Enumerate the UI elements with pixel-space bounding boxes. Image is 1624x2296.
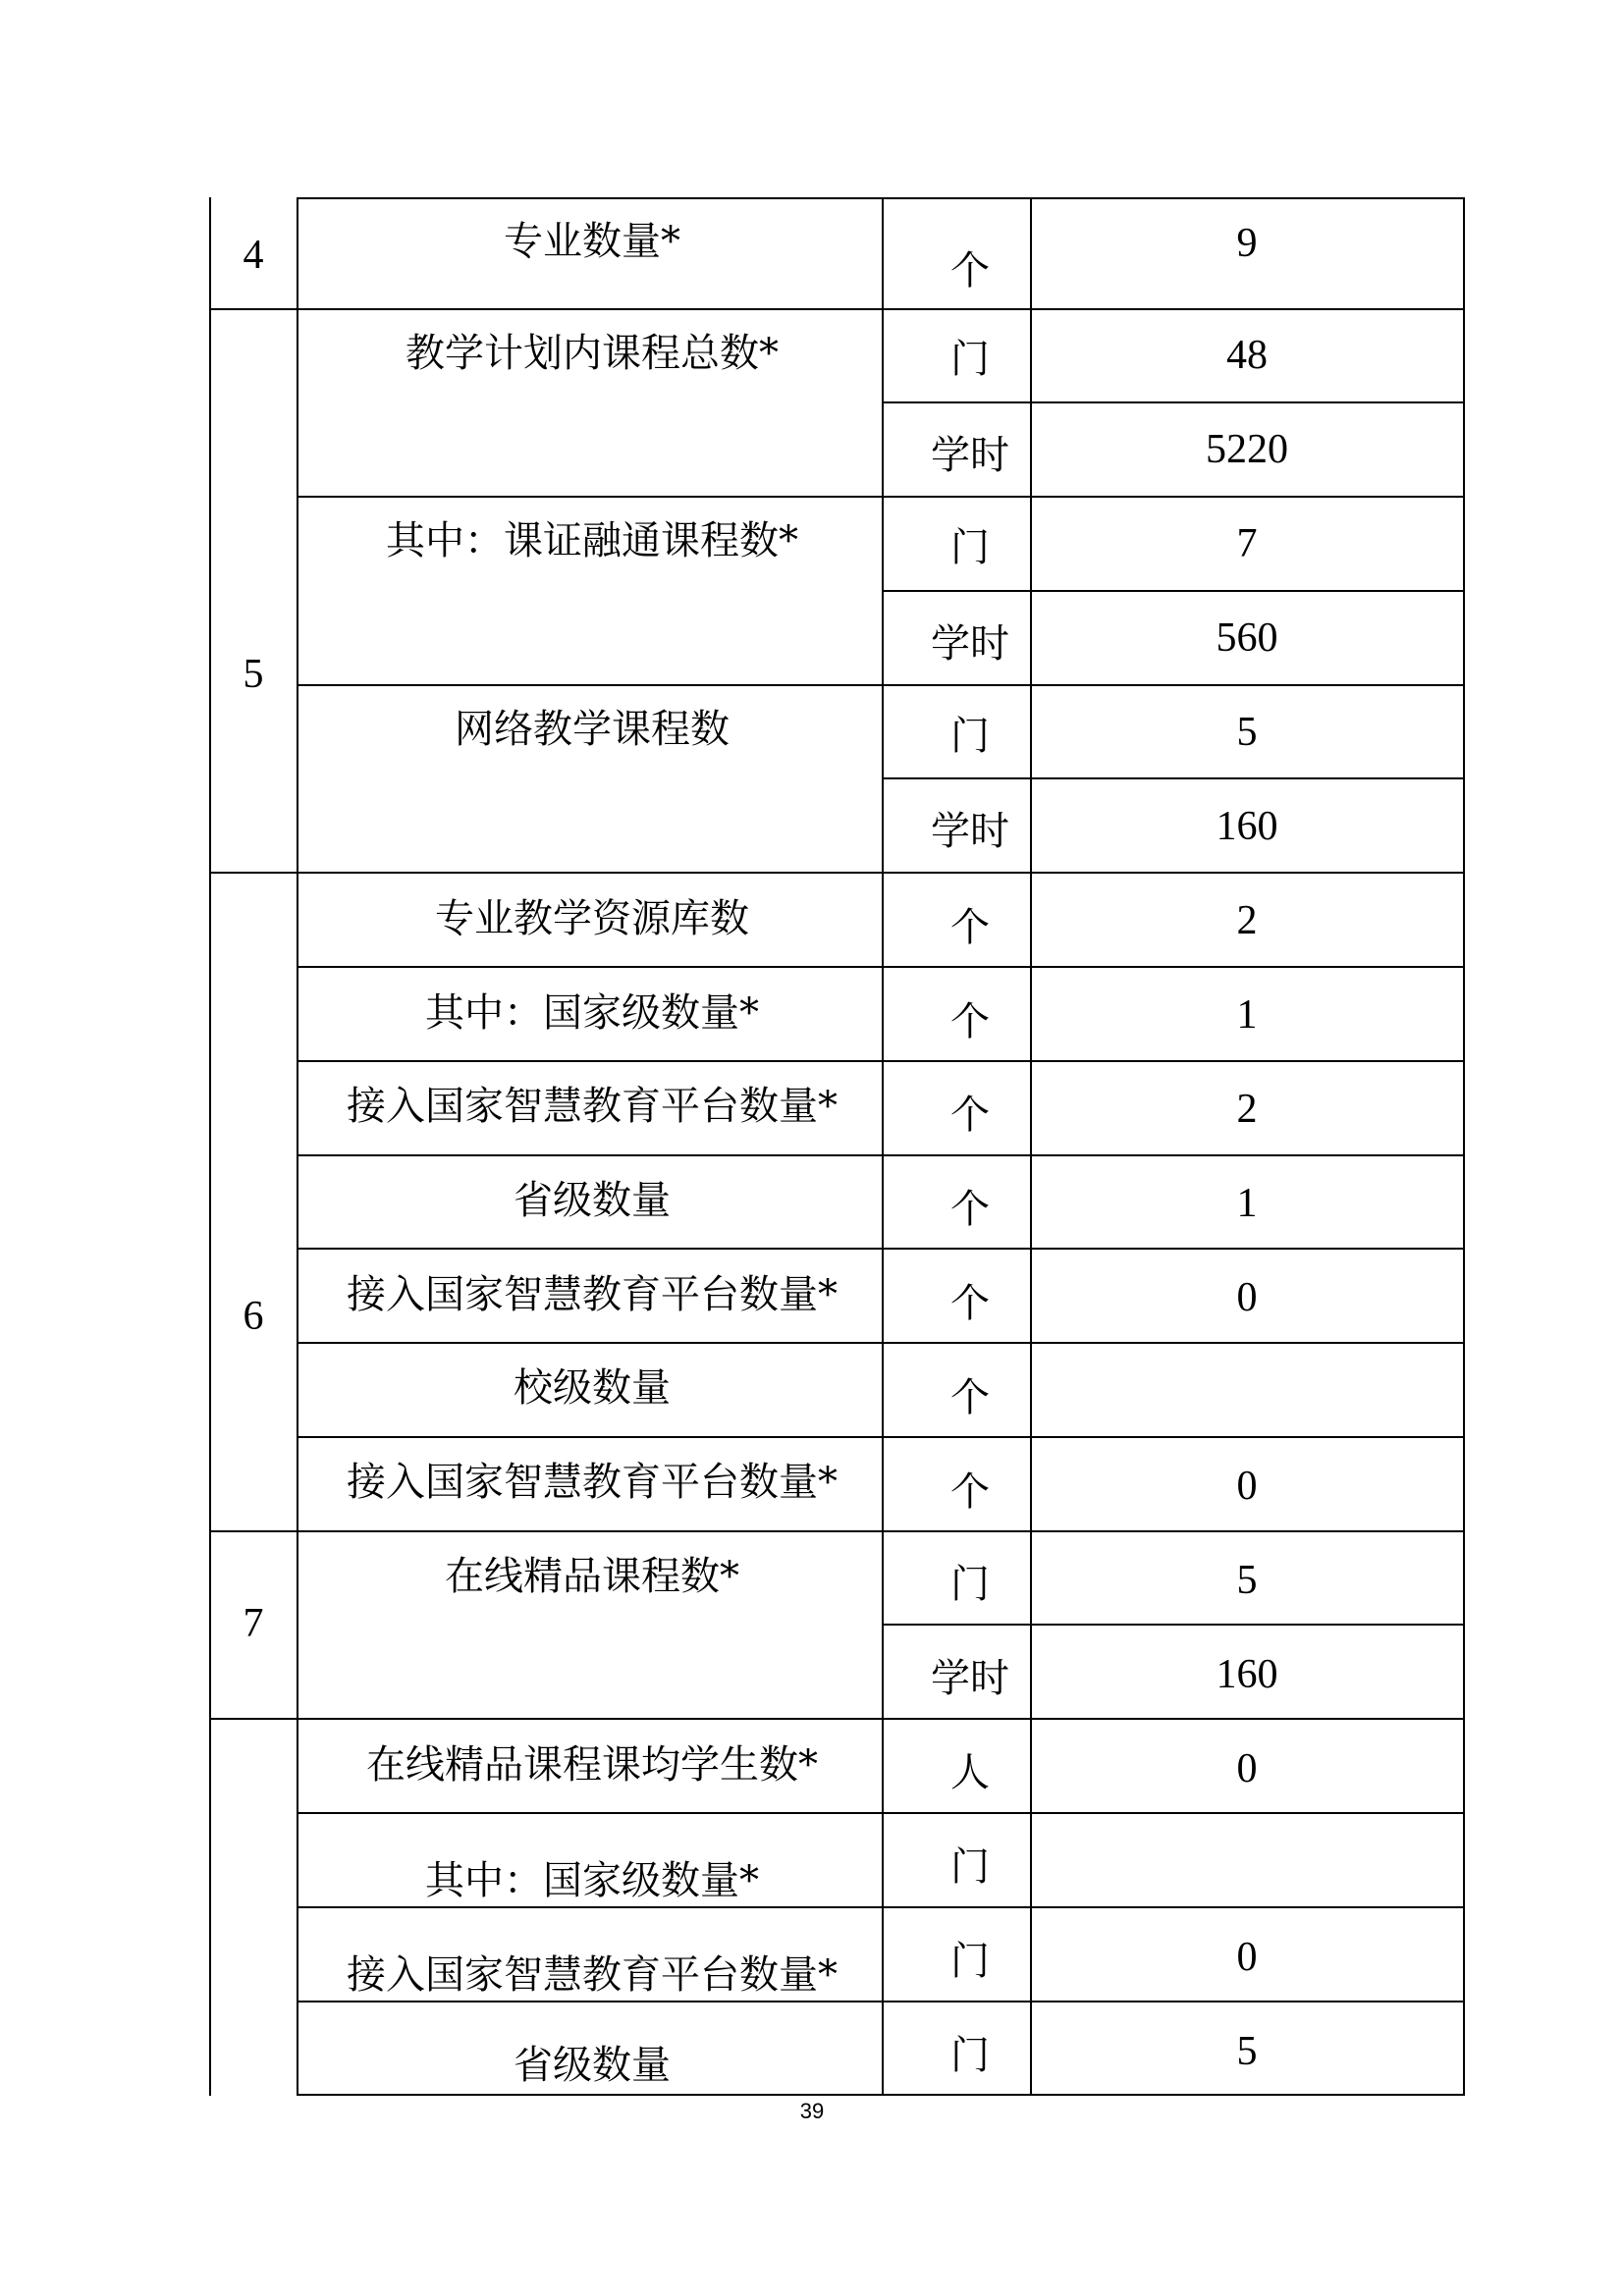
value-cell: 48: [1226, 333, 1268, 378]
item-label: 校级数量: [514, 1365, 671, 1411]
row-border: [209, 1718, 1465, 1720]
unit-label: 个: [950, 1375, 990, 1420]
value-cell: 2: [1236, 898, 1258, 943]
unit-label: 个: [950, 1187, 990, 1232]
value-cell: 0: [1236, 1275, 1258, 1320]
unit-label: 学时: [931, 1656, 1009, 1701]
value-cell: 560: [1216, 615, 1278, 661]
left-border: [209, 197, 211, 2096]
value-cell: 0: [1236, 1746, 1258, 1791]
item-label: 网络教学课程数: [455, 707, 730, 752]
unit-label: 学时: [931, 433, 1009, 478]
right-border: [1463, 197, 1465, 2096]
item-label: 在线精品课程课均学生数*: [366, 1742, 818, 1788]
unit-label: 个: [950, 1469, 990, 1515]
unit-label: 学时: [931, 809, 1009, 854]
item-label: 接入国家智慧教育平台数量*: [347, 1084, 838, 1129]
unit-label: 门: [950, 714, 990, 759]
row-border: [209, 308, 1465, 310]
unit-label: 门: [950, 2033, 990, 2078]
value-cell: 5: [1236, 2029, 1258, 2074]
table-top-border: [297, 197, 1465, 199]
item-label: 省级数量: [514, 1178, 671, 1223]
row-border: [297, 2001, 1465, 2002]
row-border: [882, 1624, 1465, 1626]
value-cell: 1: [1236, 1181, 1258, 1226]
item-label: 专业教学资源库数: [435, 896, 749, 941]
unit-label: 个: [950, 999, 990, 1044]
row-border: [297, 966, 1465, 968]
row-border: [882, 777, 1465, 779]
value-cell: 0: [1236, 1935, 1258, 1980]
value-cell: 5: [1236, 1558, 1258, 1603]
row-border: [297, 1812, 1465, 1814]
row-index-6: 6: [243, 1294, 264, 1339]
unit-label: 门: [950, 1562, 990, 1607]
table-bottom-border: [297, 2094, 1465, 2096]
unit-label: 个: [950, 248, 990, 294]
item-label: 其中：课证融通课程数*: [386, 518, 798, 563]
row-border: [882, 401, 1465, 403]
unit-label: 人: [950, 1750, 990, 1795]
row-border: [297, 684, 1465, 686]
value-cell: 5220: [1206, 427, 1288, 472]
row-border: [297, 1436, 1465, 1438]
value-cell: 2: [1236, 1087, 1258, 1132]
unit-label: 个: [950, 1281, 990, 1326]
row-border: [297, 1248, 1465, 1250]
row-border: [882, 590, 1465, 592]
row-index-5: 5: [243, 652, 264, 697]
value-cell: 7: [1236, 521, 1258, 566]
unit-label: 学时: [931, 621, 1009, 667]
item-label: 其中：国家级数量*: [425, 1858, 759, 1903]
value-cell: 9: [1236, 221, 1258, 266]
column-border: [1030, 197, 1032, 2096]
unit-label: 门: [950, 1844, 990, 1890]
row-index-7: 7: [243, 1601, 264, 1646]
item-label: 省级数量: [514, 2043, 671, 2088]
row-border: [209, 1530, 1465, 1532]
value-cell: 160: [1216, 1652, 1278, 1697]
value-cell: 0: [1236, 1464, 1258, 1509]
row-border: [297, 1154, 1465, 1156]
value-cell: 1: [1236, 992, 1258, 1038]
row-border: [297, 1060, 1465, 1062]
value-cell: 160: [1216, 804, 1278, 849]
item-label: 在线精品课程数*: [445, 1554, 739, 1599]
item-label: 其中：国家级数量*: [425, 990, 759, 1036]
row-border: [297, 496, 1465, 498]
item-label: 教学计划内课程总数*: [406, 331, 779, 376]
item-label: 专业数量*: [504, 219, 680, 264]
row-border: [297, 1342, 1465, 1344]
unit-label: 门: [950, 337, 990, 382]
column-border: [882, 197, 884, 2096]
unit-label: 门: [950, 1939, 990, 1984]
value-cell: 5: [1236, 710, 1258, 755]
item-label: 接入国家智慧教育平台数量*: [347, 1952, 838, 1998]
page-number: 39: [799, 2099, 825, 2123]
unit-label: 个: [950, 905, 990, 950]
column-border: [297, 197, 298, 2096]
item-label: 接入国家智慧教育平台数量*: [347, 1272, 838, 1317]
item-label: 接入国家智慧教育平台数量*: [347, 1460, 838, 1505]
unit-label: 门: [950, 525, 990, 570]
row-index-4: 4: [243, 233, 264, 278]
row-border: [297, 1906, 1465, 1908]
unit-label: 个: [950, 1093, 990, 1138]
row-border: [209, 872, 1465, 874]
